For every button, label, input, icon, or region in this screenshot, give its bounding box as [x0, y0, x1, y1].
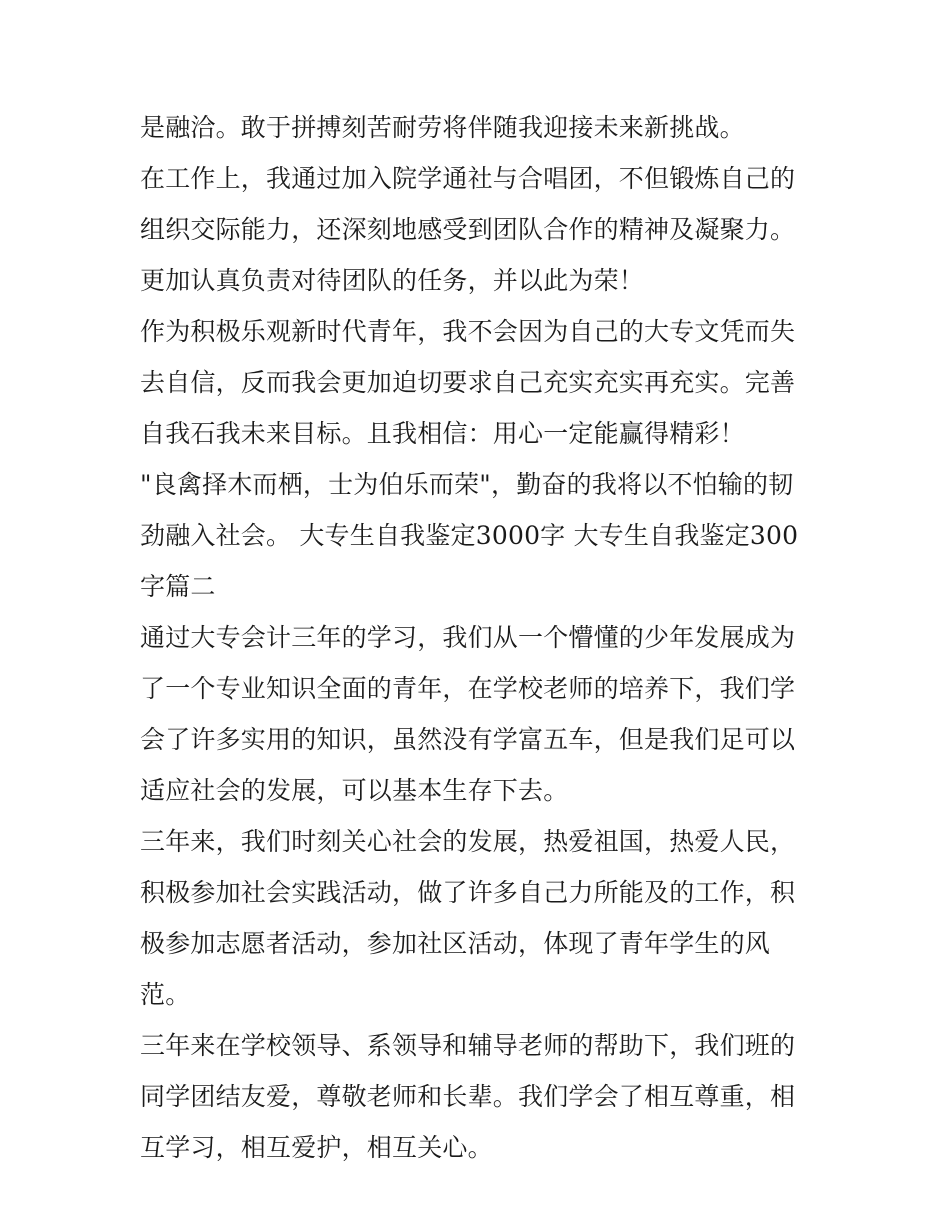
paragraph: 是融洽。敢于拼搏刻苦耐劳将伴随我迎接未来新挑战。 — [140, 113, 745, 142]
paragraph: 作为积极乐观新时代青年，我不会因为自己的大专文凭而失去自信，反而我会更加迫切要求自己充实充实再充实。完善自我石我未来目标。且我相信：用心一定能赢得精彩！ — [140, 317, 796, 448]
paragraph: 通过大专会计三年的学习，我们从一个懵懂的少年发展成为了一个专业知识全面的青年，在学校老师的培养下，我们学会了许多实用的知识，虽然没有学富五车，但是我们足可以适应社会的发展，可以基本生存下去。 — [140, 623, 796, 805]
paragraph: 三年来，我们时刻关心社会的发展，热爱祖国，热爱人民，积极参加社会实践活动，做了许多自己力所能及的工作，积极参加志愿者活动，参加社区活动，体现了青年学生的风范。 — [140, 827, 796, 1009]
paragraph: 三年来在学校领导、系领导和辅导老师的帮助下，我们班的同学团结友爱，尊敬老师和长辈。我们学会了相互尊重，相互学习，相互爱护，相互关心。 — [140, 1031, 796, 1162]
paragraph: 在工作上，我通过加入院学通社与合唱团，不但锻炼自己的组织交际能力，还深刻地感受到团队合作的精神及凝聚力。更加认真负责对待团队的任务，并以此为荣！ — [140, 164, 796, 295]
document-body — [140, 102, 812, 1173]
paragraph: "良禽择木而栖，士为伯乐而荣"，勤奋的我将以不怕输的韧劲融入社会。 大专生自我鉴定3000字 大专生自我鉴定300字篇二 — [140, 470, 799, 601]
